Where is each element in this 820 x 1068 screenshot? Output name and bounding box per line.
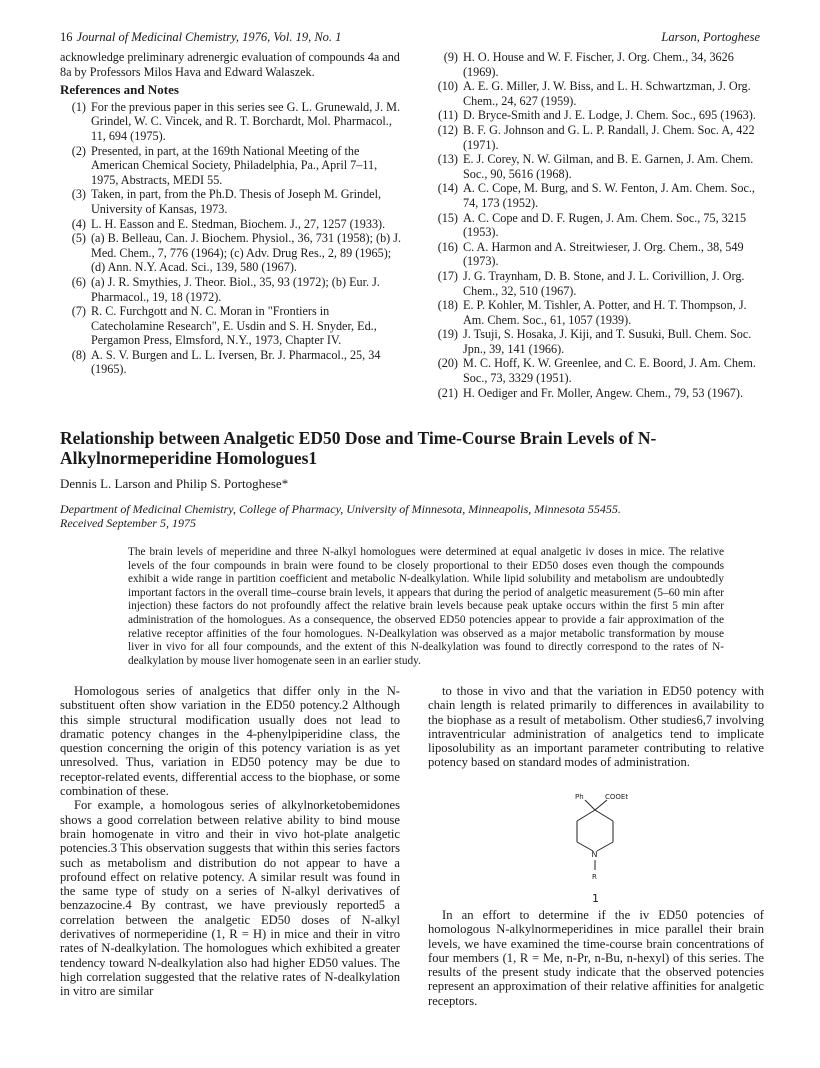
- reference-item: [428, 269, 764, 298]
- reference-number: (7): [71, 304, 86, 319]
- reference-text: (a) B. Belleau, Can. J. Biochem. Physiol., 36, 731 (1958); (b) J. Med. Chem., 7, 776 (1964); (c) Adv. Drug Res., 2, 89 (1965); (d) Ann. N.Y. Acad. Sci., 139, 580 (1967).: [91, 231, 402, 275]
- references-right-column: [428, 50, 764, 400]
- reference-item: [428, 123, 764, 152]
- reference-number: (4): [71, 216, 86, 231]
- reference-number: (5): [71, 231, 86, 246]
- article-authors: Dennis L. Larson and Philip S. Portoghese*: [60, 476, 289, 491]
- reference-text: E. J. Corey, N. W. Gilman, and B. E. Garnen, J. Am. Chem. Soc., 90, 5616 (1968).: [463, 152, 754, 181]
- reference-text: A. C. Cope and D. F. Rugen, J. Am. Chem. Soc., 75, 3215 (1953).: [463, 210, 747, 240]
- reference-number: (9): [443, 50, 458, 64]
- reference-number: (21): [437, 385, 458, 400]
- reference-number: (14): [437, 181, 458, 196]
- reference-item: [428, 79, 764, 108]
- reference-text: For the previous paper in this series see G. L. Grunewald, J. M. Grindel, W. C. Vincek, and R. T. Borchardt, Mol. Pharmacol., 11, 694 (1975).: [91, 99, 401, 143]
- reference-number: (17): [437, 268, 458, 283]
- reference-text: A. C. Cope, M. Burg, and S. W. Fenton, J. Am. Chem. Soc., 74, 173 (1952).: [463, 181, 755, 210]
- reference-number: (12): [437, 122, 458, 137]
- reference-number: (3): [71, 187, 86, 202]
- reference-text: A. E. G. Miller, J. W. Biss, and L. H. Schwartzman, J. Org. Chem., 24, 627 (1959).: [463, 79, 751, 108]
- reference-list-left: [60, 100, 405, 377]
- reference-item: [60, 304, 405, 348]
- reference-text: M. C. Hoff, K. W. Greenlee, and C. E. Boord, J. Am. Chem. Soc., 73, 3329 (1951).: [463, 356, 756, 386]
- meperidine-structure-diagram: [545, 790, 645, 885]
- reference-item: [60, 217, 405, 232]
- reference-item: [428, 211, 764, 240]
- body-left-column: [60, 684, 400, 999]
- reference-number: (19): [437, 327, 458, 342]
- reference-item: [428, 327, 764, 356]
- journal-citation: Journal of Medicinal Chemistry, 1976, Vol. 19, No. 1: [76, 30, 342, 44]
- body-paragraph: In an effort to determine if the iv ED50 potencies of homologous N-alkylnormeperidines in mice parallel their brain levels, we have examined the time-course brain concentrations of four members (1, R = Me, n-Pr, n-Bu, n-hexyl) of this series. The results of the present study indicate that the observed potencies represent an approximation of their relative affinities for analgetic receptors.: [428, 908, 764, 1008]
- reference-item: [428, 181, 764, 210]
- article-title: Relationship between Analgetic ED50 Dose and Time-Course Brain Levels of N-Alkylnormeperidine Homologues1: [60, 428, 657, 468]
- reference-item: [60, 187, 405, 216]
- reference-number: (13): [437, 152, 458, 167]
- reference-text: (a) J. R. Smythies, J. Theor. Biol., 35, 93 (1972); (b) Eur. J. Pharmacol., 19, 18 (1972).: [91, 274, 380, 304]
- ester-label: COOEt: [605, 793, 629, 801]
- reference-item: [428, 356, 764, 385]
- reference-text: E. P. Kohler, M. Tishler, A. Potter, and H. T. Thompson, J. Am. Chem. Soc., 61, 1057 (1939).: [463, 298, 747, 327]
- reference-text: C. A. Harmon and A. Streitwieser, J. Org. Chem., 38, 549 (1973).: [463, 239, 744, 269]
- reference-item: [60, 275, 405, 304]
- body-paragraph: to those in vivo and that the variation in ED50 potency with chain length is related primarily to differences in availability to the biophase as a result of metabolism. Other studies6,7 involving intraventricular administration of analgetics tend to implicate liposolubility as an important parameter contributing to relative potency based on standard modes of administration.: [428, 684, 764, 770]
- ester-bond: [595, 800, 607, 810]
- reference-text: D. Bryce-Smith and J. E. Lodge, J. Chem. Soc., 695 (1963).: [463, 108, 756, 123]
- body-right-column-bottom: [428, 908, 764, 1008]
- reference-item: [428, 152, 764, 181]
- running-header: [60, 30, 760, 46]
- reference-text: Presented, in part, at the 169th National Meeting of the American Chemical Society, Philadelphia, Pa., April 7–11, 1975, Abstracts, MEDI 55.: [91, 143, 378, 187]
- reference-number: (16): [437, 239, 458, 254]
- reference-list-right: [428, 50, 764, 400]
- reference-text: A. S. V. Burgen and L. L. Iversen, Br. J. Pharmacol., 25, 34 (1965).: [91, 347, 381, 377]
- reference-text: H. O. House and W. F. Fischer, J. Org. Chem., 34, 3626 (1969).: [463, 50, 734, 79]
- body-paragraph: Homologous series of analgetics that differ only in the N-substituent often show variation in the ED50 potency.2 Although this simple structural modification usually does not lead to dramatic potency changes in the 4-phenylpiperidine class, the question concerning the origin of this potency variation is as yet unresolved. Thus, variation in ED50 potency may be due to receptor-related events, differential access to the biophase, or some combination of these.: [60, 684, 400, 799]
- reference-item: [428, 298, 764, 327]
- reference-number: (18): [437, 298, 458, 313]
- ring-bond: [577, 810, 595, 821]
- affiliation: Department of Medicinal Chemistry, College of Pharmacy, University of Minnesota, Minneapolis, Minnesota 55455.: [60, 502, 621, 516]
- page-number: 16: [60, 30, 73, 44]
- reference-item: [428, 240, 764, 269]
- running-authors: Larson, Portoghese: [661, 30, 760, 44]
- reference-item: [60, 100, 405, 144]
- reference-number: (20): [437, 356, 458, 371]
- reference-number: (8): [71, 347, 86, 362]
- affiliation-block: [60, 502, 780, 530]
- reference-item: [428, 386, 764, 401]
- reference-text: B. F. G. Johnson and G. L. P. Randall, J. Chem. Soc. A, 422 (1971).: [463, 122, 755, 152]
- body-right-column-top: [428, 684, 764, 770]
- references-left-column: [60, 50, 405, 377]
- abstract: The brain levels of meperidine and three N-alkyl homologues were determined at equal analgetic iv doses in mice. The relative levels of the four compounds in brain were found to be closely proportional to their ED50 doses even though the compounds exhibit a wide range in partition coefficient and metabolic N-dealkylation. While lipid solubility and metabolism are undoubtedly important factors in the overall time–course brain levels, it appears that during the period of analgetic measurement (5–60 min after injection) these factors do not profoundly affect the relative brain levels because peak uptake occurs within the first 5 min after administration of the homologues. As a consequence, the observed ED50 potencies appear to provide a fair approximation of the relative receptor affinities of the four homologues. N-Dealkylation was observed as a major metabolic transformation by mouse liver in vivo for all four compounds, and the extent of this N-dealkylation was found to directly correspond to the rates of N-dealkylation by mouse liver homogenate seen in an earlier study.: [128, 546, 724, 667]
- ring-bond: [597, 842, 613, 851]
- reference-text: R. C. Furchgott and N. C. Moran in "Frontiers in Catecholamine Research", E. Usdin and S. H. Snyder, Ed., Pergamon Press, Elmsford, N.Y., 1973, Chapter IV.: [91, 304, 377, 348]
- reference-text: Taken, in part, from the Ph.D. Thesis of Joseph M. Grindel, University of Kansas, 1973.: [91, 187, 382, 216]
- phenyl-label: Ph: [575, 793, 584, 801]
- reference-number: (1): [71, 99, 86, 114]
- reference-item: [428, 50, 764, 79]
- reference-item: [60, 348, 405, 377]
- ring-bond: [595, 810, 613, 821]
- references-heading: References and Notes: [60, 82, 179, 98]
- acknowledgment-text: acknowledge preliminary adrenergic evaluation of compounds 4a and 8a by Professors Milos Hava and Edward Walaszek.: [60, 50, 400, 79]
- body-paragraph: For example, a homologous series of alkylnorketobemidones shows a good correlation between relative ability to bind mouse brain homogenate in vitro and their in vivo hot-plate analgetic potencies.3 This observation suggests that within this series factors such as metabolism and distribution do not appear to have a profound effect on relative potency. A similar result was found in the same type of study on a series of N-alkyl derivatives of benzazocine.4 By contrast, we have previously reported5 a correlation between the analgetic ED50 doses of N-alkyl derivatives of normeperidine (1, R = H) in mice and their in vitro rates of N-dealkylation. The homologues which exhibited a greater tendency toward N-dealkylation also had higher ED50 values. The high correlation suggested that the relative rates of N-dealkylation in vitro are similar: [60, 798, 400, 999]
- reference-item: [60, 231, 405, 275]
- reference-number: (11): [438, 108, 458, 123]
- nitrogen-label: N: [591, 850, 598, 859]
- reference-item: [428, 108, 764, 123]
- reference-item: [60, 144, 405, 188]
- reference-text: H. Oediger and Fr. Moller, Angew. Chem., 79, 53 (1967).: [463, 385, 744, 400]
- r-group-label: R: [592, 873, 597, 881]
- reference-text: J. Tsuji, S. Hosaka, J. Kiji, and T. Susuki, Bull. Chem. Soc. Jpn., 39, 141 (1966).: [463, 327, 752, 356]
- reference-number: (15): [437, 210, 458, 225]
- reference-number: (10): [437, 79, 458, 94]
- compound-number: 1: [592, 892, 599, 905]
- reference-text: L. H. Easson and E. Stedman, Biochem. J., 27, 1257 (1933).: [91, 216, 386, 231]
- phenyl-bond: [585, 800, 595, 810]
- received-date: Received September 5, 1975: [60, 516, 196, 530]
- reference-text: J. G. Traynham, D. B. Stone, and J. L. Corivillion, J. Org. Chem., 32, 510 (1967).: [463, 268, 745, 298]
- reference-number: (2): [71, 143, 86, 158]
- reference-number: (6): [71, 274, 86, 289]
